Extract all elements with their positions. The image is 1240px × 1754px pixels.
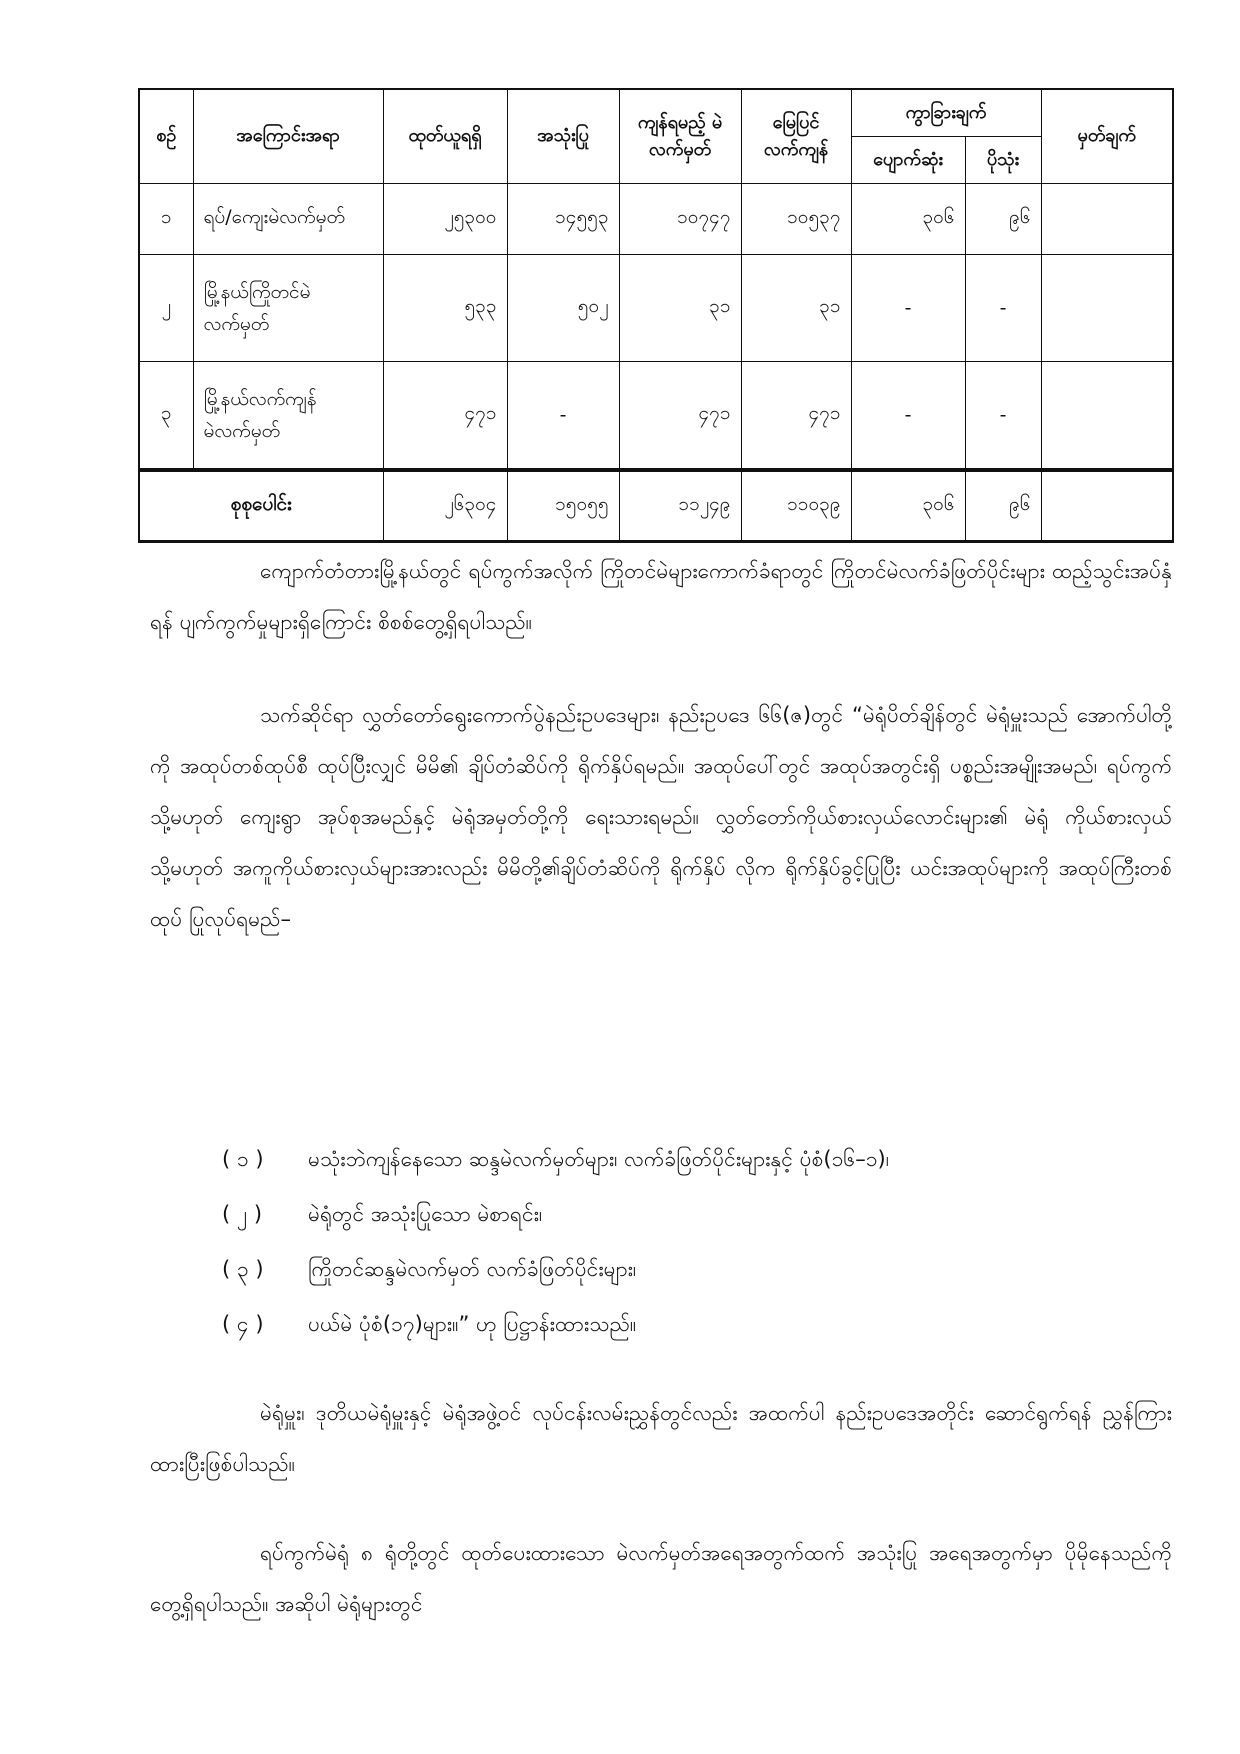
- total-actual: ၁၁၀၃၉: [741, 470, 851, 542]
- row-description-line: လက်မှတ်: [203, 313, 270, 335]
- header-difference: ကွာခြားချက်: [851, 89, 1041, 137]
- row-description: ရပ်/ကျေးမဲလက်မှတ်: [193, 184, 383, 255]
- row-actual: ၄၇၁: [741, 362, 851, 471]
- list-text: မသုံးဘဲကျန်နေသော ဆန္ဒမဲလက်မှတ်များ၊ လက်ခံဖြတ်ပိုင်းများနှင့် ပုံစံ(၁၆–၁)၊: [308, 1147, 890, 1171]
- row-description: [193, 255, 383, 362]
- header-no: စဉ်: [139, 89, 193, 184]
- row-excess: -: [965, 255, 1041, 362]
- total-remarks: [1041, 470, 1173, 542]
- row-remarks: [1041, 184, 1173, 255]
- row-description: [193, 362, 383, 471]
- list-text: ပယ်မဲ ပုံစံ(၁၇)များ။” ဟု ပြဋ္ဌာန်းထားသည်။: [308, 1312, 637, 1336]
- paragraph-1: [150, 546, 1172, 648]
- enumerated-list: [222, 1132, 1172, 1352]
- row-used: ၅၀၂: [507, 255, 619, 362]
- row-remaining: ၁၀၇၄၇: [619, 184, 741, 255]
- list-item: [222, 1187, 1172, 1242]
- paragraph-2: [150, 690, 1172, 945]
- header-excess: ပိုသုံး: [965, 137, 1041, 184]
- row-remarks: [1041, 255, 1173, 362]
- ballot-summary-table: [138, 88, 1174, 543]
- total-excess: ၉၆: [965, 470, 1041, 542]
- header-printed: ထုတ်ယူရရှိ: [383, 89, 507, 184]
- row-remaining: ၃၁: [619, 255, 741, 362]
- row-description-line: မဲလက်မှတ်: [203, 420, 281, 442]
- header-remarks: မှတ်ချက်: [1041, 89, 1173, 184]
- table-row: [139, 255, 1173, 362]
- row-no: ၁: [139, 184, 193, 255]
- header-actual-remaining: မြေပြင် လက်ကျန်: [741, 89, 851, 184]
- list-text: ကြိုတင်ဆန္ဒမဲလက်မှတ် လက်ခံဖြတ်ပိုင်းများ၊: [308, 1257, 637, 1281]
- header-description: အကြောင်းအရာ: [193, 89, 383, 184]
- header-missing: ပျောက်ဆုံး: [851, 137, 965, 184]
- table-total-row: [139, 470, 1173, 542]
- row-printed: ၂၅၃၀၀: [383, 184, 507, 255]
- row-used: ၁၄၅၅၃: [507, 184, 619, 255]
- row-description-line: မြို့နယ်ကြိုတင်မဲ: [203, 280, 311, 303]
- row-missing: -: [851, 255, 965, 362]
- list-marker: ( ၁ ): [222, 1147, 264, 1171]
- list-marker: ( ၂ ): [222, 1202, 263, 1226]
- row-no: ၂: [139, 255, 193, 362]
- row-actual: ၃၁: [741, 255, 851, 362]
- paragraph-3: [150, 1388, 1172, 1490]
- table-row: [139, 362, 1173, 471]
- header-remaining-ballots: ကျန်ရမည့် မဲလက်မှတ်: [619, 89, 741, 184]
- row-excess: -: [965, 362, 1041, 471]
- row-missing: ၃၀၆: [851, 184, 965, 255]
- list-text: မဲရုံတွင် အသုံးပြုသော မဲစာရင်း၊: [308, 1202, 543, 1226]
- paragraph-3-text: မဲရုံမှူး၊ ဒုတိယမဲရုံမှူးနှင့် မဲရုံအဖွဲ့ဝင် လုပ်ငန်းလမ်းညွှန်တွင်လည်း အထက်ပါ နည်းဥပဒေအတိုင်း ဆောင်ရွက်ရန် ညွှန်ကြားထားပြီးဖြစ်ပါသည်။: [150, 1401, 1172, 1476]
- row-excess: ၉၆: [965, 184, 1041, 255]
- row-missing: -: [851, 362, 965, 471]
- table-row: [139, 184, 1173, 255]
- paragraph-2-text: သက်ဆိုင်ရာ လွှတ်တော်ရွေးကောက်ပွဲနည်းဥပဒေများ၊ နည်းဥပဒေ ၆၆(ဇ)တွင် “မဲရုံပိတ်ချိန်တွင် မဲရုံမှူးသည် အောက်ပါတို့ကို အထုပ်တစ်ထုပ်စီ ထုပ်ပြီးလျှင် မိမိ၏ ချိပ်တံဆိပ်ကို ရိုက်နှိပ်ရမည်။ အထုပ်ပေါ်တွင် အထုပ်အတွင်းရှိ ပစ္စည်းအမျိုးအမည်၊ ရပ်ကွက် သို့မဟုတ် ကျေးရွာ အုပ်စုအမည်နှင့် မဲရုံအမှတ်တို့ကို ရေးသားရမည်။ လွှတ်တော်ကိုယ်စားလှယ်လောင်းများ၏ မဲရုံ ကိုယ်စားလှယ် သို့မဟုတ် အကူကိုယ်စားလှယ်များအားလည်း မိမိတို့၏ချိပ်တံဆိပ်ကို ရိုက်နှိပ် လိုက ရိုက်နှိပ်ခွင့်ပြုပြီး ယင်းအထုပ်များကို အထုပ်ကြီးတစ်ထုပ် ပြုလုပ်ရမည်–: [150, 703, 1172, 931]
- total-missing: ၃၀၆: [851, 470, 965, 542]
- row-remaining: ၄၇၁: [619, 362, 741, 471]
- paragraph-1-text: ကျောက်တံတားမြို့နယ်တွင် ရပ်ကွက်အလိုက် ကြိုတင်မဲများကောက်ခံရာတွင် ကြိုတင်မဲလက်ခံဖြတ်ပိုင်းများ ထည့်သွင်းအပ်နှံရန် ပျက်ကွက်မှုများရှိကြောင်း စိစစ်တွေ့ရှိရပါသည်။: [150, 559, 1172, 634]
- list-item: [222, 1242, 1172, 1297]
- table-header-row: [139, 89, 1173, 137]
- paragraph-4: [150, 1528, 1172, 1630]
- row-printed: ၄၇၁: [383, 362, 507, 471]
- paragraph-4-text: ရပ်ကွက်မဲရုံ ၈ ရုံတို့တွင် ထုတ်ပေးထားသော မဲလက်မှတ်အရေအတွက်ထက် အသုံးပြု အရေအတွက်မှာ ပိုမိုနေသည်ကို တွေ့ရှိရပါသည်။ အဆိုပါ မဲရုံများတွင်: [150, 1541, 1172, 1616]
- total-printed: ၂၆၃၀၄: [383, 470, 507, 542]
- row-remarks: [1041, 362, 1173, 471]
- row-no: ၃: [139, 362, 193, 471]
- row-used: -: [507, 362, 619, 471]
- header-used: အသုံးပြု: [507, 89, 619, 184]
- row-actual: ၁၀၅၃၇: [741, 184, 851, 255]
- list-marker: ( ၃ ): [222, 1257, 264, 1281]
- list-item: [222, 1132, 1172, 1187]
- total-label: စုစုပေါင်း: [139, 470, 383, 542]
- row-description-line: မြို့နယ်လက်ကျန်: [203, 387, 317, 410]
- list-marker: ( ၄ ): [222, 1312, 264, 1336]
- row-printed: ၅၃၃: [383, 255, 507, 362]
- list-item: [222, 1297, 1172, 1352]
- total-used: ၁၅၀၅၅: [507, 470, 619, 542]
- total-remaining: ၁၁၂၄၉: [619, 470, 741, 542]
